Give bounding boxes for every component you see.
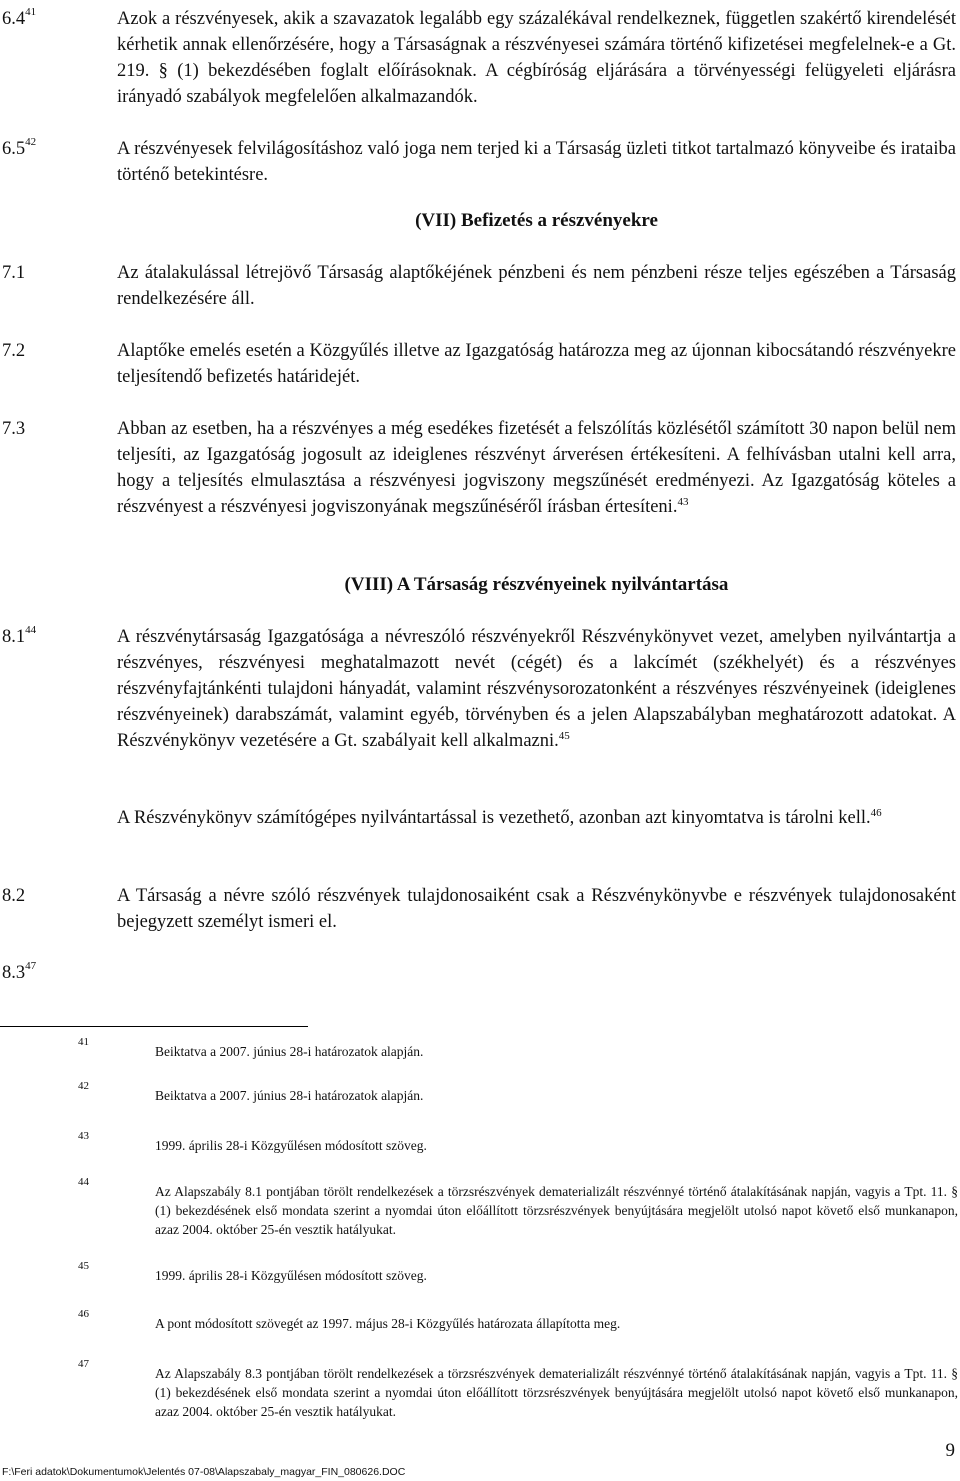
footnote-45 <box>0 1260 960 1285</box>
footnote-number: 42 <box>78 1080 89 1092</box>
section-text: Abban az esetben, ha a részvényes a még esedékes fizetését a felszólítás közlésétől számított 30 napon belül nem teljesíti, az Igazgatóság jogosult az ideiglenes részvényt árverésen értékesíteni. A felhívásban utalni kell arra, hogy a teljesítés elmulasztása a részvényesi jogviszony megszűnését eredményezi. Az Igazgatóság köteles a részvényest a részvényesi jogviszonyának megszűnéséről írásban értesíteni.$^{43}$ <box>117 419 956 517</box>
section-number: $8.3^{47}$ <box>2 960 37 983</box>
footnote-number: 41 <box>78 1036 89 1048</box>
section-7-3 <box>0 416 956 520</box>
footnote-ref[interactable]: 42 <box>25 136 37 148</box>
footnote-44 <box>0 1176 960 1239</box>
page-number: 9 <box>945 1440 955 1461</box>
section-number: $8.1^{44}$ <box>2 624 37 647</box>
section-text: A részvénytársaság Igazgatósága a névreszóló részvényekről Részvénykönyvet vezet, amelyben nyilvántartja a részvényes, részvényesi meghatalmazott nevét (cégét) és a lakcímét (székhelyét) és a részvényes részvényfajtánkénti tulajdoni hányadát, valamint részvénysorozatonként a részvényes részvényeinek (ideiglenes részvényeinek) darabszámát, valamint egyéb, törvényben és a jelen Alapszabályban meghatározott adatokat. A Részvénykönyv vezetésére a Gt. szabályait kell alkalmazni.$^{45}$ <box>117 627 956 751</box>
section-text: Az átalakulással létrejövő Társaság alaptőkéjének pénzbeni és nem pénzbeni része teljes egészében a Társaság rendelkezésére áll. <box>117 263 956 309</box>
footnote-ref[interactable]: 41 <box>25 6 37 18</box>
section-8-1 <box>0 624 956 754</box>
footnote-number: 43 <box>78 1130 89 1142</box>
footnote-number: 44 <box>78 1176 89 1188</box>
section-8-2 <box>0 883 956 935</box>
footnote-number: 47 <box>78 1358 89 1370</box>
footnote-text: A pont módosított szövegét az 1997. május 28-i Közgyűlés határozata állapította meg. <box>155 1316 621 1331</box>
footnote-separator <box>0 1026 308 1027</box>
section-text: A részvényesek felvilágosításhoz való joga nem terjed ki a Társaság üzleti titkot tartalmazó könyveibe és irataiba történő betekintésre. <box>117 139 956 185</box>
footnote-ref[interactable]: 46 <box>870 807 882 819</box>
section-number: $6.4^{41}$ <box>2 6 37 29</box>
section-number: $6.5^{42}$ <box>2 136 37 159</box>
section-number: 7.3 <box>2 419 26 439</box>
section-number: 8.2 <box>2 886 26 906</box>
section-text: Alaptőke emelés esetén a Közgyűlés illetve az Igazgatóság határozza meg az újonnan kibocsátandó részvényekre teljesítendő befizetés határidejét. <box>117 341 956 387</box>
footnote-41 <box>0 1036 960 1061</box>
section-7-2 <box>0 338 956 390</box>
section-text: A Részvénykönyv számítógépes nyilvántartással is vezethető, azonban azt kinyomtatva is tárolni kell.$^{46}$ <box>117 807 882 828</box>
chapter-heading-viii: (VIII) A Társaság részvényeinek nyilvántartása <box>344 574 729 595</box>
footnote-text: Beiktatva a 2007. június 28-i határozatok alapján. <box>155 1044 424 1059</box>
section-6-5 <box>0 136 956 188</box>
footnote-text: Az Alapszabály 8.1 pontjában törölt rendelkezések a törzsrészvények dematerializált részvénnyé történő átalakításának napján, vagyis a Tpt. 11. § (1) bekezdésének első mondata szerint a nyomdai úton előállított törzsrészvények benyújtására megjelölt utolsó napot követő első munkanapon, azaz 2004. október 25-én vesztik hatályukat. <box>155 1184 958 1237</box>
section-number: 7.1 <box>2 263 26 283</box>
footnote-text: Az Alapszabály 8.3 pontjában törölt rendelkezések a törzsrészvények dematerializált részvénnyé történő átalakításának napján, vagyis a Tpt. 11. § (1) bekezdésének első mondata szerint a nyomdai úton előállított törzsrészvények benyújtására megjelölt utolsó napot követő első munkanapon, azaz 2004. október 25-én vesztik hatályukat. <box>155 1366 958 1419</box>
chapter-heading-vii: (VII) Befizetés a részvényekre <box>415 210 658 231</box>
section-text: A Társaság a névre szóló részvények tulajdonosaiként csak a Részvénykönyvbe e részvények tulajdonosaként bejegyzett személyt ismeri el. <box>117 886 956 932</box>
footnote-42 <box>0 1080 960 1105</box>
footnote-ref[interactable]: 47 <box>25 960 37 972</box>
footnote-text: Beiktatva a 2007. június 28-i határozatok alapján. <box>155 1088 424 1103</box>
footnote-ref[interactable]: 43 <box>677 496 689 508</box>
footnote-ref[interactable]: 45 <box>558 730 570 742</box>
section-text: Azok a részvényesek, akik a szavazatok legalább egy százalékával rendelkeznek, független szakértő kirendelését kérhetik annak ellenőrzésére, hogy a Társaságnak a részvényesei számára történő kifizetései megfelelnek-e a Gt. 219. § (1) bekezdésében foglalt előírásoknak. A cégbíróság eljárására a törvényességi felügyeleti eljárásra irányadó szabályok megfelelően alkalmazandók. <box>117 9 956 107</box>
footnote-text: 1999. április 28-i Közgyűlésen módosított szöveg. <box>155 1268 427 1283</box>
footnote-ref[interactable]: 44 <box>25 624 37 636</box>
footnote-43 <box>0 1130 960 1155</box>
section-7-1 <box>0 260 956 312</box>
footnote-text: 1999. április 28-i Közgyűlésen módosított szöveg. <box>155 1138 427 1153</box>
footnote-number: 46 <box>78 1308 89 1320</box>
section-number: 7.2 <box>2 341 26 361</box>
section-8-1-continued <box>0 805 956 831</box>
file-path-footer: F:\Feri adatok\Dokumentumok\Jelentés 07-08\Alapszabaly_magyar_FIN_080626.DOC <box>2 1466 406 1478</box>
section-6-4 <box>0 6 956 110</box>
footnote-46 <box>0 1308 960 1333</box>
footnote-47 <box>0 1358 960 1421</box>
footnote-number: 45 <box>78 1260 89 1272</box>
